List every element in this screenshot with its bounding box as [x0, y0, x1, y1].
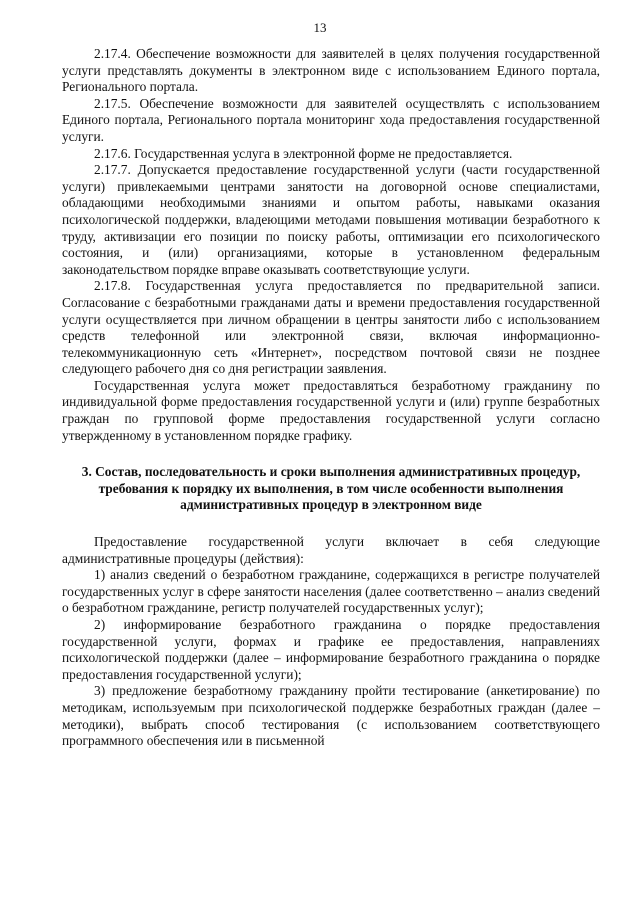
- page-number: 13: [313, 20, 327, 35]
- paragraph-2-17-5: 2.17.5. Обеспечение возможности для заявителей осуществлять с использованием Единого портала, Регионального портала мониторинг хода предоставления государственной услуги.: [62, 95, 600, 144]
- section-3-heading: 3. Состав, последовательность и сроки выполнения административных процедур, требования к порядку их выполнения, в том числе особенности выполнения административных процедур в электронном виде: [81, 464, 581, 513]
- paragraph-procedures-intro: Предоставление государственной услуги включает в себя следующие административные процедуры (действия):: [62, 534, 600, 566]
- paragraph-2-17-6: 2.17.6. Государственная услуга в электронной форме не предоставляется.: [94, 145, 513, 161]
- list-item-procedure-3: 3) предложение безработному гражданину пройти тестирование (анкетирование) по методикам, используемым при психологической поддержке безработных граждан (далее – методики), выбрать способ тестирования (с использованием соответствующего программного обеспечения или в письменной: [62, 683, 600, 749]
- paragraph-2-17-7: 2.17.7. Допускается предоставление государственной услуги (части государственной услуги) привлекаемыми центрами занятости на договорной основе специалистами, обладающими необходимыми знаниями и опытом работы, навыками оказания психологической поддержки, владеющими методами повышения мотивации безработного к труду, активизации его позиции по поиску работы, оптимизации его психологического состояния, и (или) организациями, которые в установленном федеральным законодательством порядке вправе оказывать соответствующие услуги.: [62, 162, 600, 277]
- list-item-procedure-1: 1) анализ сведений о безработном гражданине, содержащихся в регистре получателей государственных услуг в сфере занятости населения (далее соответственно – анализ сведений о безработном гражданине, регистр получателей государственных услуг);: [62, 567, 600, 616]
- list-item-procedure-2: 2) информирование безработного гражданина о порядке предоставления государственной услуги, формах и графике ее предоставления, направлениях психологической поддержки (далее – информирование безработного гражданина о порядке предоставления государственной услуги);: [62, 617, 600, 682]
- paragraph-service-form: Государственная услуга может предоставляться безработному гражданину по индивидуальной форме предоставления государственной услуги и (или) группе безработных граждан по групповой форме предоставления государственной услуги согласно утвержденному в установленном порядке графику.: [62, 377, 600, 443]
- paragraph-2-17-4: 2.17.4. Обеспечение возможности для заявителей в целях получения государственной услуги представлять документы в электронном виде с использованием Единого портала, Регионального портала.: [62, 46, 600, 95]
- document-body: [62, 46, 600, 750]
- paragraph-2-17-8: 2.17.8. Государственная услуга предоставляется по предварительной записи. Согласование с безработными гражданами даты и времени предоставления государственной услуги осуществляется при личном обращении в центры занятости либо с использованием средств телефонной или электронной связи, включая информационно-телекоммуникационную сеть «Интернет», посредством почтовой связи не позднее следующего рабочего дня со дня регистрации заявления.: [62, 278, 600, 377]
